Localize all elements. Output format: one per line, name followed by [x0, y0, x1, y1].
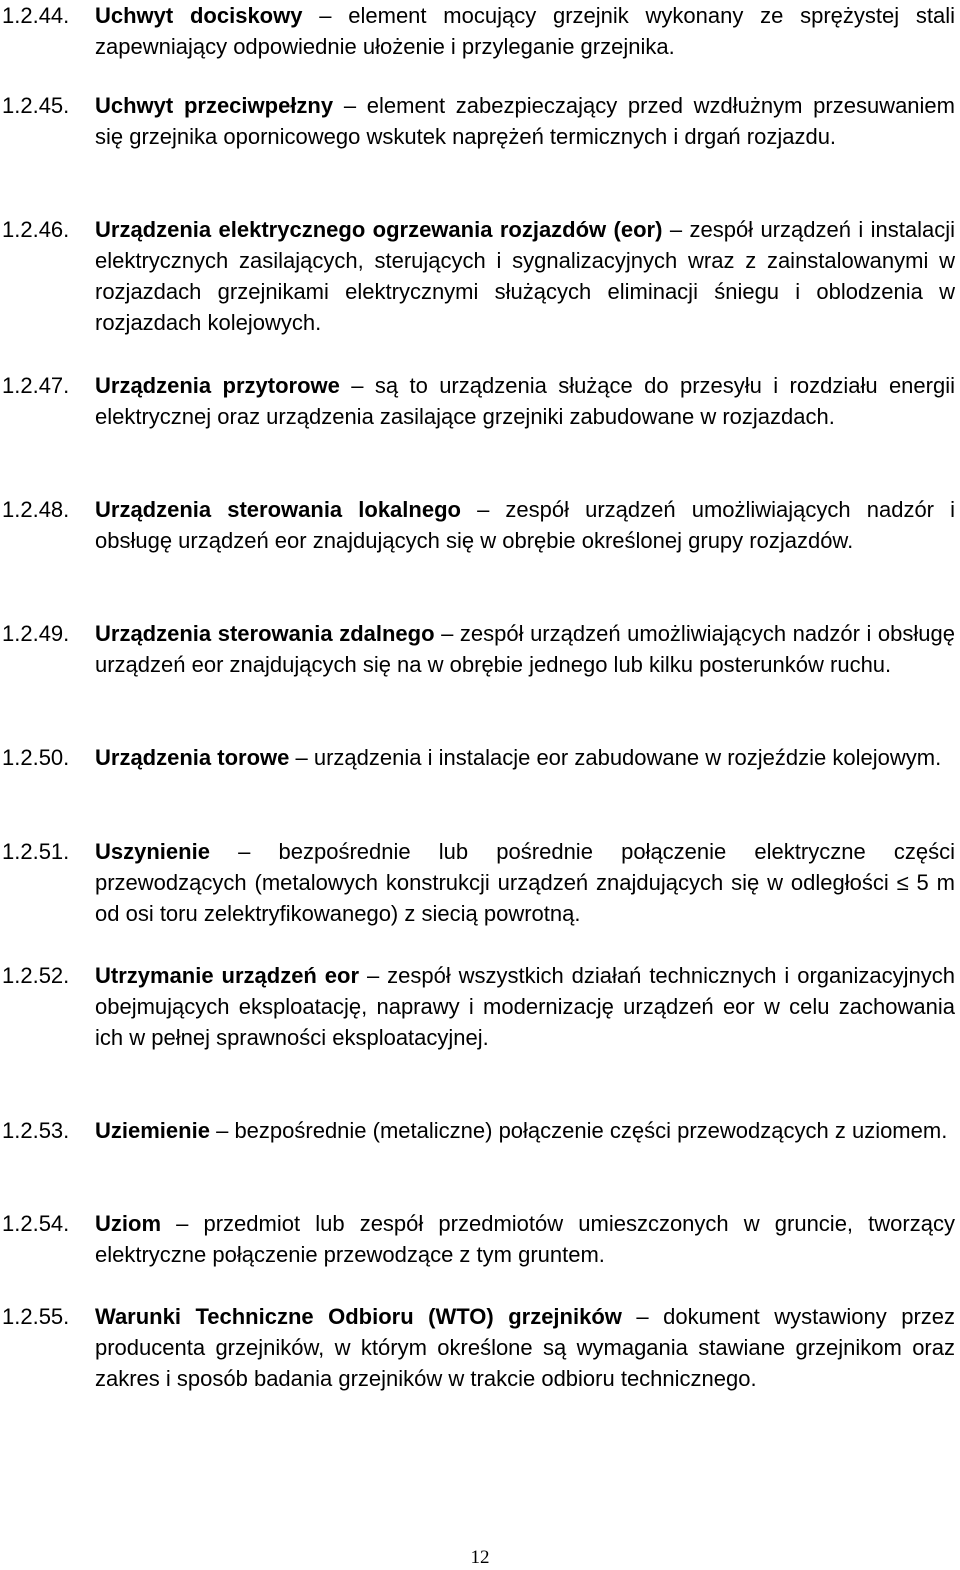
entry-text: bezpośrednie (metaliczne) połączenie części przewodzących z uziomem.: [234, 1118, 948, 1143]
entry-number: 1.2.48.: [2, 497, 70, 522]
entry-text: zespół urządzeń umożliwiających nadzór i obsługę urządzeń eor znajdujących się na w obrębie jednego lub kilku posterunków ruchu.: [95, 621, 955, 677]
entry-body: [95, 214, 955, 338]
entry-dash: –: [343, 93, 357, 118]
entry-number: 1.2.51.: [2, 839, 70, 864]
entry-number: 1.2.54.: [2, 1211, 70, 1236]
entry-term: Urządzenia sterowania zdalnego: [95, 621, 435, 646]
entry-dash: –: [176, 1211, 189, 1236]
entry-body: [95, 494, 955, 556]
entry-dash: –: [295, 745, 308, 770]
entry-dash: –: [636, 1304, 649, 1329]
entry-body: [95, 836, 955, 929]
entry-body: [95, 960, 955, 1053]
entry-text: element mocujący grzejnik wykonany ze sprężystej stali zapewniający odpowiednie ułożenie i przyleganie grzejnika.: [95, 3, 955, 59]
definition-entry: [2, 960, 955, 1053]
entry-term: Warunki Techniczne Odbioru (WTO) grzejników: [95, 1304, 622, 1329]
entry-dash: –: [351, 373, 364, 398]
entry-body: [95, 742, 955, 773]
entry-number: 1.2.53.: [2, 1118, 70, 1143]
entry-term: Uziemienie: [95, 1118, 210, 1143]
entry-number: 1.2.45.: [2, 93, 70, 118]
entry-term: Uchwyt przeciwpełzny: [95, 93, 334, 118]
definition-entry: [2, 494, 955, 556]
definition-entry: [2, 0, 955, 62]
entry-body: [95, 1301, 955, 1394]
entry-dash: –: [238, 839, 251, 864]
entry-dash: –: [319, 3, 332, 28]
entry-dash: –: [477, 497, 490, 522]
entry-term: Urządzenia sterowania lokalnego: [95, 497, 461, 522]
entry-text: bezpośrednie lub pośrednie połączenie elektryczne części przewodzących (metalowych konstrukcji urządzeń znajdujących się w odległości ≤ 5 m od osi toru zelektryfikowanego) z siecią powrotną.: [95, 839, 955, 926]
entry-number: 1.2.49.: [2, 621, 70, 646]
entry-dash: –: [441, 621, 454, 646]
entry-number: 1.2.44.: [2, 3, 70, 28]
entry-body: [95, 1115, 955, 1146]
page-number: 12: [470, 1547, 490, 1568]
entry-text: element zabezpieczający przed wzdłużnym przesuwaniem się grzejnika opornicowego wskutek naprężeń termicznych i drgań rozjazdu.: [95, 93, 955, 149]
entry-dash: –: [216, 1118, 229, 1143]
entry-body: [95, 90, 955, 152]
entry-number: 1.2.55.: [2, 1304, 70, 1329]
definition-entry: [2, 1208, 955, 1270]
entry-number: 1.2.47.: [2, 373, 70, 398]
entry-text: dokument wystawiony przez producenta grzejników, w którym określone są wymagania stawiane grzejnikom oraz zakres i sposób badania grzejników w trakcie odbioru technicznego.: [95, 1304, 956, 1391]
entry-term: Urządzenia elektrycznego ogrzewania rozjazdów (eor): [95, 217, 663, 242]
entry-number: 1.2.46.: [2, 217, 70, 242]
entry-body: [95, 1208, 955, 1270]
entry-number: 1.2.50.: [2, 745, 70, 770]
definition-entry: [2, 1115, 955, 1146]
entry-term: Urządzenia przytorowe: [95, 373, 340, 398]
entry-text: urządzenia i instalacje eor zabudowane w rozjeździe kolejowym.: [313, 745, 942, 770]
entry-text: przedmiot lub zespół przedmiotów umieszczonych w gruncie, tworzący elektryczne połączenie przewodzące z tym gruntem.: [95, 1211, 955, 1267]
entry-text: są to urządzenia służące do przesyłu i rozdziału energii elektrycznej oraz urządzenia zasilające grzejniki zabudowane w rozjazdach.: [95, 373, 955, 429]
definition-entry: [2, 1301, 955, 1394]
definition-entry: [2, 742, 955, 773]
entry-body: [95, 370, 955, 432]
definition-entry: [2, 90, 955, 152]
entry-term: Uziom: [95, 1211, 161, 1236]
entry-term: Utrzymanie urządzeń eor: [95, 963, 360, 988]
entry-body: [95, 618, 955, 680]
entry-text: zespół wszystkich działań technicznych i organizacyjnych obejmujących eksploatację, naprawy i modernizację urządzeń eor w celu zachowania ich w pełnej sprawności eksploatacyjnej.: [95, 963, 955, 1050]
entry-dash: –: [366, 963, 380, 988]
entry-term: Urządzenia torowe: [95, 745, 290, 770]
entry-body: [95, 0, 955, 62]
entry-text: zespół urządzeń i instalacji elektrycznych zasilających, sterujących i sygnalizacyjnych wraz z zainstalowanymi w rozjazdach grzejnikami elektrycznymi służących eliminacji śniegu i oblodzenia w rozjazdach kolejowych.: [95, 217, 955, 335]
definition-entry: [2, 214, 955, 338]
entry-dash: –: [669, 217, 683, 242]
definition-entry: [2, 618, 955, 680]
entry-term: Uchwyt dociskowy: [95, 3, 303, 28]
definition-entry: [2, 370, 955, 432]
entry-term: Uszynienie: [95, 839, 210, 864]
entry-number: 1.2.52.: [2, 963, 70, 988]
definition-entry: [2, 836, 955, 929]
entry-text: zespół urządzeń umożliwiających nadzór i obsługę urządzeń eor znajdujących się w obrębie określonej grupy rozjazdów.: [95, 497, 955, 553]
